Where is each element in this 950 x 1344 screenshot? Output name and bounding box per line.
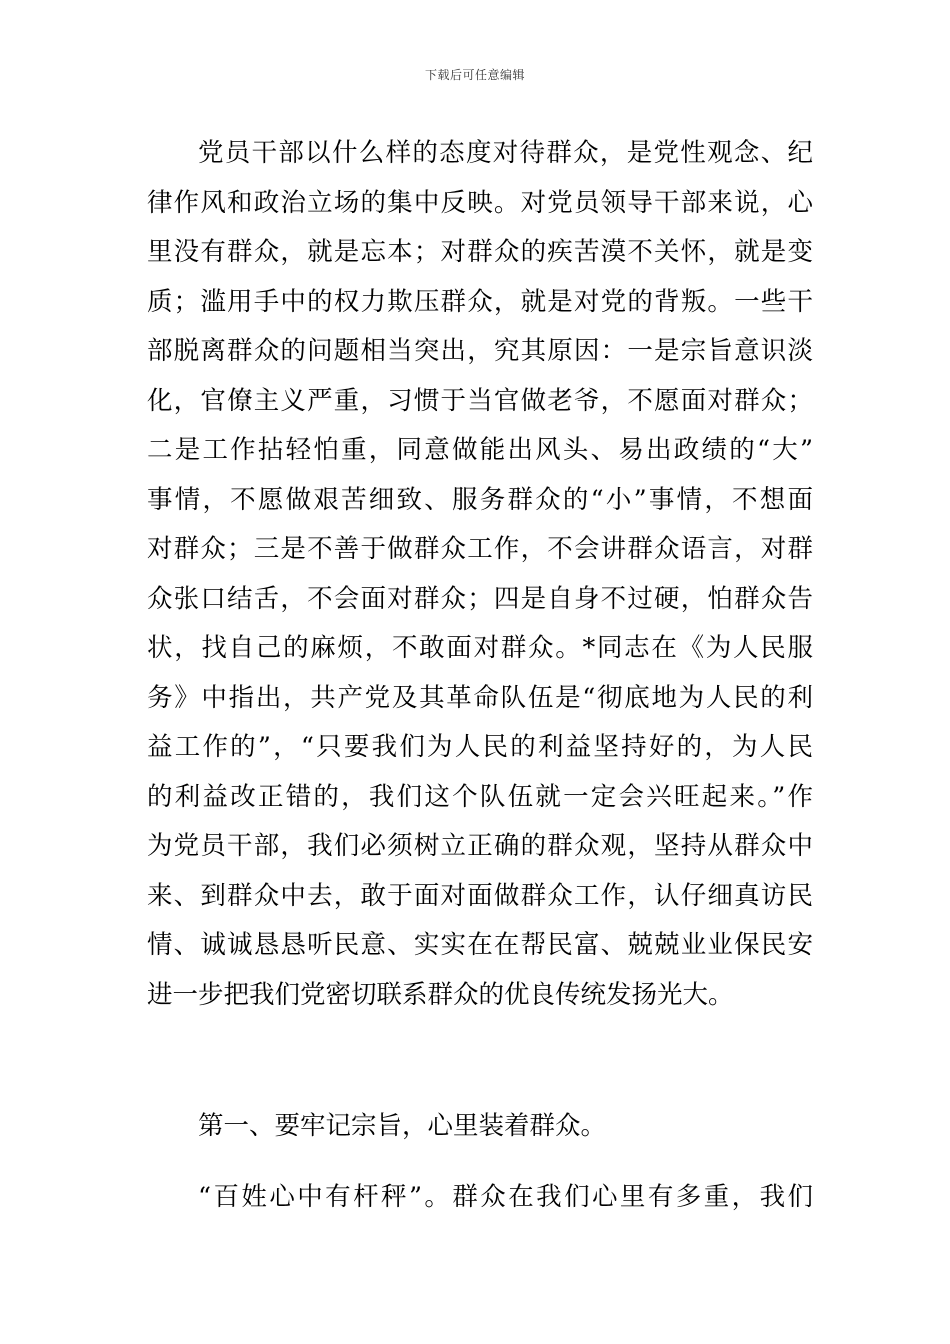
paragraph-line: 为党员干部，我们必须树立正确的群众观，坚持从群众中: [147, 831, 813, 861]
paragraph-line: 质；滥用手中的权力欺压群众，就是对党的背叛。一些干: [147, 286, 813, 317]
paragraph-line: 部脱离群众的问题相当突出，究其原因：一是宗旨意识淡: [147, 336, 813, 366]
paragraph-line: 众张口结舌，不会面对群众；四是自身不过硬，怕群众告: [147, 583, 813, 614]
paragraph-line: 益工作的”，“只要我们为人民的利益坚持好的，为人民: [147, 732, 813, 762]
paragraph-line: 对群众；三是不善于做群众工作，不会讲群众语言，对群: [147, 534, 813, 564]
paragraph-line: 情、诚诚恳恳听民意、实实在在帮民富、兢兢业业保民安: [147, 930, 813, 960]
paragraph-line: 来、到群众中去，敢于面对面做群众工作，认仔细真访民: [147, 880, 813, 911]
paragraph-line: 事情，不愿做艰苦细致、服务群众的“小”事情，不想面: [147, 484, 813, 515]
paragraph-line: 务》中指出，共产党及其革命队伍是“彻底地为人民的利: [147, 682, 813, 713]
paragraph-line: 进一步把我们党密切联系群众的优良传统发扬光大。: [147, 979, 734, 1010]
paragraph-section-one: [147, 1173, 813, 1223]
paragraph-line: 党员干部以什么样的态度对待群众，是党性观念、纪: [198, 138, 813, 168]
paragraph-line: 的利益改正错的，我们这个队伍就一定会兴旺起来。”作: [147, 781, 813, 812]
paragraph-line: “百姓心中有杆秤”。群众在我们心里有多重，我们: [198, 1182, 813, 1212]
paragraph-intro: [147, 129, 813, 1020]
paragraph-line: 状，找自己的麻烦，不敢面对群众。*同志在《为人民服: [147, 633, 813, 663]
paragraph-line: 里没有群众，就是忘本；对群众的疾苦漠不关怀，就是变: [147, 237, 813, 267]
paragraph-line: 律作风和政治立场的集中反映。对党员领导干部来说，心: [147, 187, 813, 218]
heading-line: 第一、要牢记宗旨，心里装着群众。: [198, 1111, 607, 1141]
section-heading: [147, 1102, 813, 1152]
paragraph-line: 化，官僚主义严重，习惯于当官做老爷，不愿面对群众；: [147, 385, 813, 416]
paragraph-line: 二是工作拈轻怕重，同意做能出风头、易出政绩的“大”: [147, 435, 813, 465]
page-header: 下载后可任意编辑: [424, 68, 525, 82]
